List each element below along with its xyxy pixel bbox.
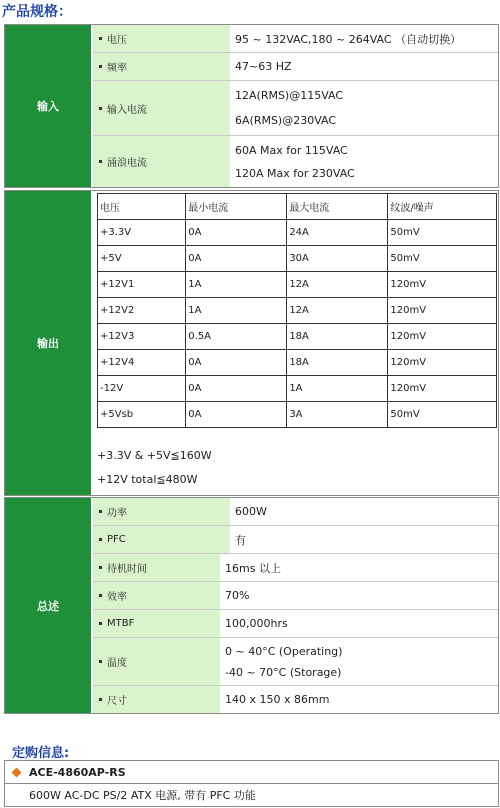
general-value: 600W <box>235 505 267 518</box>
diamond-bullet-icon <box>12 767 22 777</box>
input-label: 频率 <box>93 53 231 80</box>
general-label: 效率 <box>93 582 221 609</box>
column-header: 最小电流 <box>186 194 287 220</box>
table-row: +5V 0A 30A 50mV <box>98 246 497 272</box>
input-header: 输入 <box>5 25 91 187</box>
general-row-holdup <box>93 554 498 581</box>
table-row: +12V3 0.5A 18A 120mV <box>98 324 497 350</box>
bullet-icon <box>99 37 102 40</box>
table-row: +12V4 0A 18A 120mV <box>98 350 497 376</box>
general-row-pfc <box>93 526 498 553</box>
general-row-temperature <box>93 638 498 685</box>
general-value: 16ms 以上 <box>225 561 281 575</box>
order-table <box>4 760 499 807</box>
bullet-icon <box>99 566 102 569</box>
input-value: 47~63 HZ <box>235 60 292 73</box>
order-model-row <box>5 761 498 784</box>
general-value: 0 ~ 40°C (Operating) -40 ~ 70°C (Storage) <box>225 644 343 679</box>
order-title: 定购信息: <box>12 746 70 761</box>
table-row: -12V 0A 1A 120mV <box>98 376 497 402</box>
input-row-inrush <box>93 136 498 187</box>
general-label: 尺寸 <box>93 686 221 713</box>
output-note: +3.3V & +5V≦160W <box>97 449 212 462</box>
page-title: 产品规格： <box>2 4 72 20</box>
output-note: +12V total≦480W <box>97 473 198 486</box>
general-value: 有 <box>235 533 246 547</box>
input-label: 涌浪电流 <box>93 136 231 187</box>
bullet-icon <box>99 594 102 597</box>
table-row: +5Vsb 0A 3A 50mV <box>98 402 497 428</box>
general-value: 70% <box>225 589 250 602</box>
output-section <box>4 190 499 496</box>
input-row-voltage <box>93 25 498 52</box>
general-row-efficiency <box>93 582 498 609</box>
bullet-icon <box>99 510 102 513</box>
table-header-row <box>98 194 497 220</box>
general-row-mtbf <box>93 610 498 637</box>
table-row: +12V1 1A 12A 120mV <box>98 272 497 298</box>
table-row: +12V2 1A 12A 120mV <box>98 298 497 324</box>
bullet-icon <box>99 660 102 663</box>
input-row-frequency <box>93 53 498 80</box>
general-value: 100,000hrs <box>225 617 288 630</box>
bullet-icon <box>99 538 102 541</box>
column-header: 最大电流 <box>287 194 388 220</box>
general-value: 140 x 150 x 86mm <box>225 693 330 706</box>
output-table <box>97 193 497 428</box>
general-section <box>4 497 499 714</box>
general-header: 总述 <box>5 498 91 713</box>
input-value: 12A(RMS)@115VAC 6A(RMS)@230VAC <box>235 89 344 127</box>
general-label: 温度 <box>93 638 221 685</box>
general-row-power <box>93 498 498 525</box>
output-header: 输出 <box>5 191 91 495</box>
input-row-current <box>93 81 498 135</box>
order-description-row <box>5 784 498 806</box>
bullet-icon <box>99 107 102 110</box>
bullet-icon <box>99 160 102 163</box>
general-label: MTBF <box>93 610 221 637</box>
input-label: 电压 <box>93 25 231 52</box>
bullet-icon <box>99 65 102 68</box>
column-header: 电压 <box>98 194 186 220</box>
table-row: +3.3V 0A 24A 50mV <box>98 220 497 246</box>
input-value: 60A Max for 115VAC 120A Max for 230VAC <box>235 143 355 180</box>
input-value: 95 ~ 132VAC,180 ~ 264VAC （自动切换） <box>235 32 462 46</box>
general-label: PFC <box>93 526 231 553</box>
general-row-size <box>93 686 498 713</box>
general-label: 功率 <box>93 498 231 525</box>
general-label: 待机时间 <box>93 554 221 581</box>
order-model: ACE-4860AP-RS <box>29 765 126 779</box>
bullet-icon <box>99 622 102 625</box>
order-description: 600W AC-DC PS/2 ATX 电源, 带有 PFC 功能 <box>29 789 256 802</box>
input-section <box>4 24 499 188</box>
input-label: 输入电流 <box>93 81 231 135</box>
column-header: 纹波/噪声 <box>388 194 497 220</box>
bullet-icon <box>99 698 102 701</box>
